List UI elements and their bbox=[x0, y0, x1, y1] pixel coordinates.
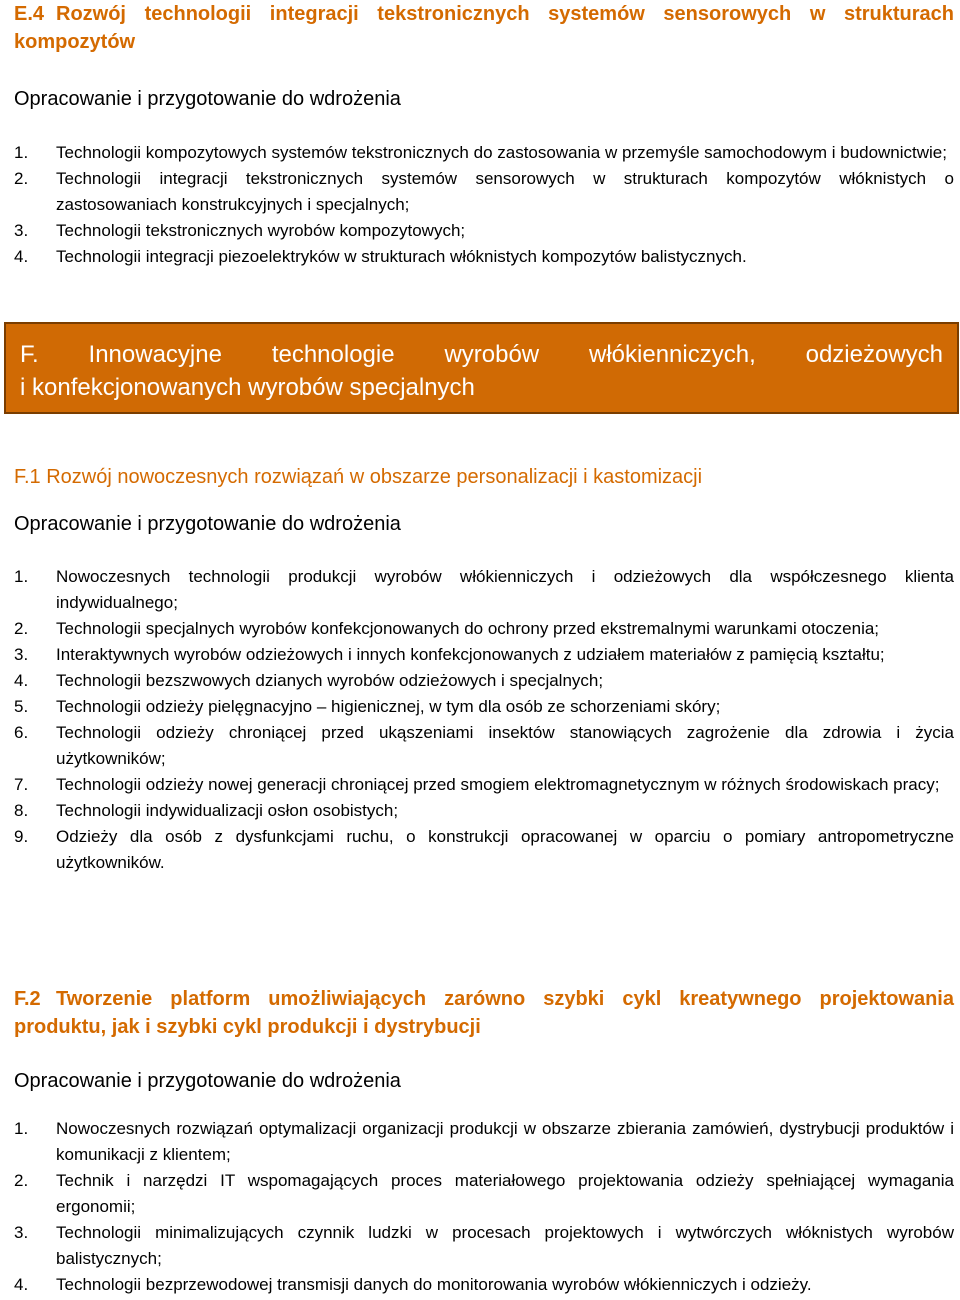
list-item: 4. Technologii bezszwowych dzianych wyrobów odzieżowych i specjalnych; bbox=[14, 671, 604, 690]
list-item: 1. Technologii kompozytowych systemów tekstronicznych do zastosowania w przemyśle samochodowym i budownictwie; bbox=[14, 143, 947, 162]
f2-list bbox=[14, 1116, 954, 1298]
list-item: 2. Technik i narzędzi IT wspomagających proces materiałowego projektowania odzieży spełniającej wymagania ergonomii; bbox=[14, 1171, 954, 1216]
list-item: 3. Technologii minimalizujących czynnik ludzki w procesach projektowych i wytwórczych włóknistych wyrobów balistycznych; bbox=[14, 1223, 954, 1268]
f2-subheading: Opracowanie i przygotowanie do wdrożenia bbox=[14, 1070, 401, 1092]
list-item: 1. Nowoczesnych technologii produkcji wyrobów włókienniczych i odzieżowych dla współczesnego klienta indywidualnego; bbox=[14, 567, 954, 612]
list-item: 2. Technologii integracji tekstronicznych systemów sensorowych w strukturach kompozytów włóknistych o zastosowaniach konstrukcyjnych i specjalnych; bbox=[14, 169, 954, 214]
list-item: 1. Nowoczesnych rozwiązań optymalizacji organizacji produkcji w obszarze zbierania zamówień, dystrybucji produktów i komunikacji z klientem; bbox=[14, 1119, 954, 1164]
section-heading-f1: F.1 Rozwój nowoczesnych rozwiązań w obszarze personalizacji i kastomizacji bbox=[14, 466, 703, 488]
section-heading-f2: F.2 Tworzenie platform umożliwiających zarówno szybki cykl kreatywnego projektowania produktu, jak i szybki cykl produkcji i dystrybucji bbox=[14, 988, 954, 1038]
list-item: 4. Technologii bezprzewodowej transmisji danych do monitorowania wyrobów włókienniczych i odzieży. bbox=[14, 1275, 812, 1294]
list-item: 7. Technologii odzieży nowej generacji chroniącej przed smogiem elektromagnetycznym w różnych środowiskach pracy; bbox=[14, 775, 940, 794]
list-item: 3. Technologii tekstronicznych wyrobów kompozytowych; bbox=[14, 221, 466, 240]
e4-list bbox=[14, 140, 954, 270]
section-heading-e4: E.4 Rozwój technologii integracji tekstronicznych systemów sensorowych w strukturach kompozytów bbox=[14, 3, 954, 53]
f1-list bbox=[14, 564, 954, 876]
list-item: 2. Technologii specjalnych wyrobów konfekcjonowanych do ochrony przed ekstremalnymi warunkami otoczenia; bbox=[14, 619, 880, 638]
banner-title-line2: i konfekcjonowanych wyrobów specjalnych bbox=[20, 374, 475, 401]
list-item: 3. Interaktywnych wyrobów odzieżowych i innych konfekcjonowanych z udziałem materiałów z pamięcią kształtu; bbox=[14, 645, 885, 664]
banner-title-line1: F. Innowacyjne technologie wyrobów włókienniczych, odzieżowych bbox=[20, 341, 943, 368]
section-banner-f bbox=[4, 322, 959, 414]
f1-subheading: Opracowanie i przygotowanie do wdrożenia bbox=[14, 513, 401, 535]
list-item: 4. Technologii integracji piezoelektryków w strukturach włóknistych kompozytów balistycznych. bbox=[14, 247, 747, 266]
list-item: 8. Technologii indywidualizacji osłon osobistych; bbox=[14, 801, 399, 820]
list-item: 6. Technologii odzieży chroniącej przed ukąszeniami insektów stanowiących zagrożenie dla zdrowia i życia użytkowników; bbox=[14, 723, 954, 768]
list-item: 5. Technologii odzieży pielęgnacyjno – higienicznej, w tym dla osób ze schorzeniami skóry; bbox=[14, 697, 721, 716]
e4-subheading: Opracowanie i przygotowanie do wdrożenia bbox=[14, 88, 401, 110]
list-item: 9. Odzieży dla osób z dysfunkcjami ruchu, o konstrukcji opracowanej w oparciu o pomiary antropometryczne użytkowników. bbox=[14, 827, 954, 872]
